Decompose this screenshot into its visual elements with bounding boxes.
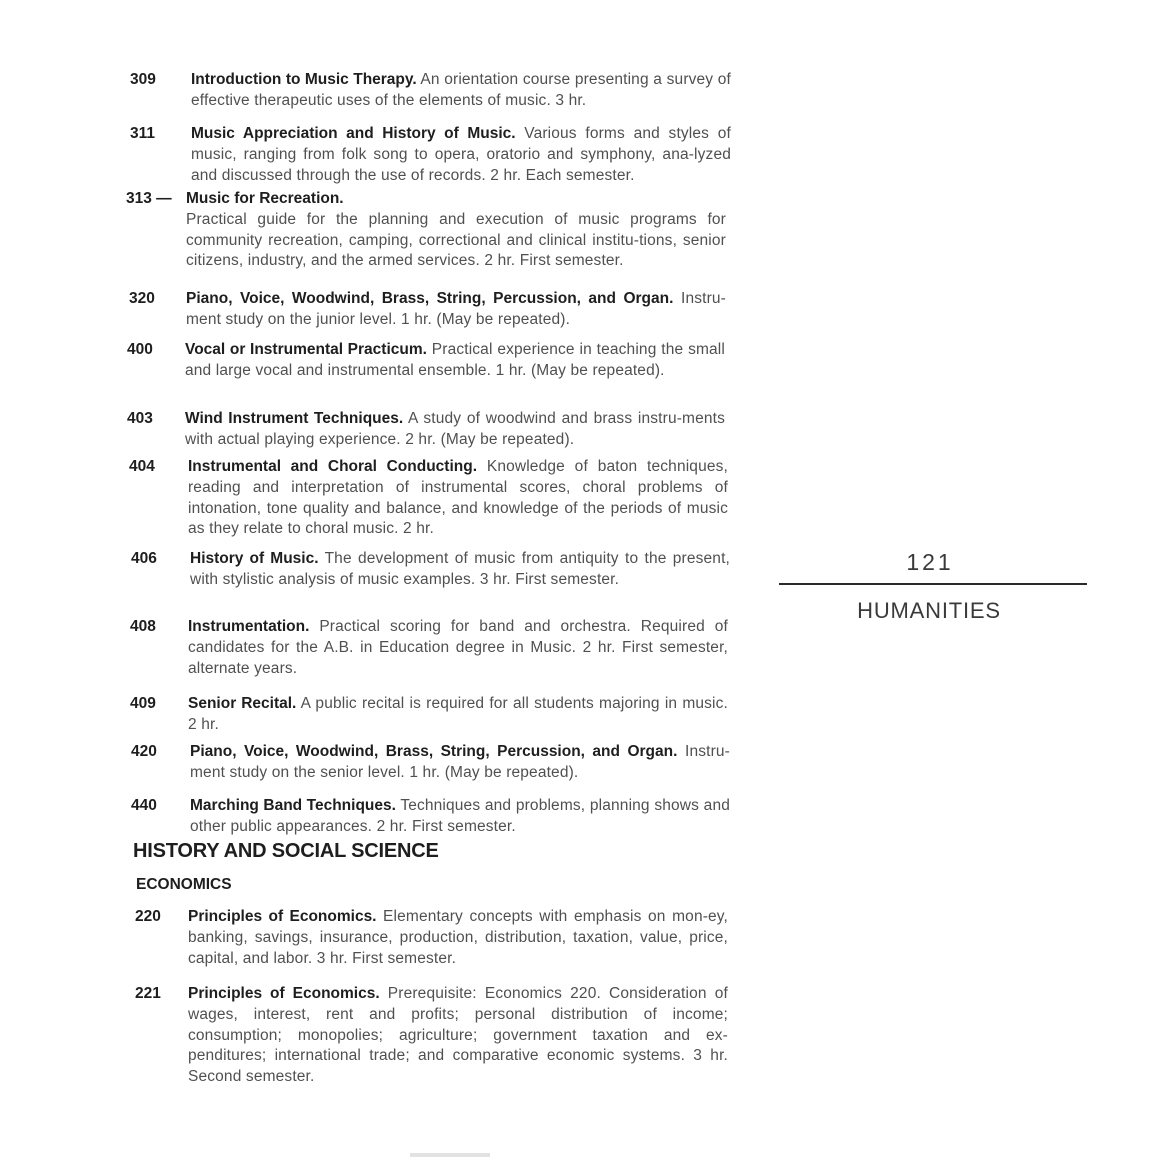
course-text — [188, 984, 728, 1088]
course-description: A study of woodwind and brass instru-ments with actual playing experience. 2 hr. (May be repeated). — [185, 410, 725, 448]
course-text — [188, 694, 728, 736]
page-number: 121 — [906, 549, 954, 575]
course-description: Prerequisite: Economics 220. Consideration of wages, interest, rent and profits; personal distribution of income; consumption; monopolies; agriculture; government taxation and ex-penditures; international trade; and comparative economic systems. 3 hr. Second semester. — [188, 985, 728, 1086]
course-title: Marching Band Techniques. — [190, 797, 396, 814]
subsection-heading: ECONOMICS — [136, 876, 232, 893]
course-title: Wind Instrument Techniques. — [185, 410, 404, 427]
course-text — [186, 289, 726, 331]
course-number: 406 — [131, 550, 157, 567]
course-description: Practical guide for the planning and execution of music programs for community recreation, camping, correctional and clinical institu-tions, senior citizens, industry, and the armed services. 2 hr. First semester. — [186, 210, 726, 270]
course-text — [185, 340, 725, 382]
course-number: 311 — [130, 125, 156, 142]
course-number: 320 — [129, 290, 155, 307]
running-head: HUMANITIES — [857, 598, 1001, 623]
course-title: History of Music. — [190, 550, 319, 567]
divider-rule — [779, 583, 1087, 585]
course-number: 440 — [131, 797, 157, 814]
course-number: 408 — [130, 618, 156, 635]
course-description: An orientation course presenting a survey of effective therapeutic uses of the elements of music. 3 hr. — [191, 71, 731, 109]
course-description: Practical experience in teaching the small and large vocal and instrumental ensemble. 1 hr. (May be repeated). — [185, 341, 725, 379]
course-title: Principles of Economics. — [188, 985, 380, 1002]
course-description: Elementary concepts with emphasis on mon-ey, banking, savings, insurance, production, distribution, taxation, value, price, capital, and labor. 3 hr. First semester. — [188, 908, 729, 967]
course-number: 309 — [130, 71, 156, 88]
course-number: 404 — [129, 458, 155, 475]
course-description: Knowledge of baton techniques, reading and interpretation of instrumental scores, choral problems of intonation, tone quality and balance, and knowledge of the periods of music as they relate to choral music. 2 hr. — [188, 458, 728, 538]
course-number: 221 — [135, 985, 161, 1002]
course-text — [190, 742, 730, 784]
course-text — [191, 70, 731, 112]
course-title: Instrumentation. — [188, 618, 310, 635]
course-description: Instru-ment study on the senior level. 1 hr. (May be repeated). — [190, 743, 730, 781]
section-heading: HISTORY AND SOCIAL SCIENCE — [133, 840, 439, 862]
scan-artifact — [410, 1153, 490, 1157]
course-title: Music Appreciation and History of Music. — [191, 125, 516, 142]
course-text — [188, 907, 728, 969]
course-title: Instrumental and Choral Conducting. — [188, 458, 478, 475]
course-text — [190, 796, 730, 838]
course-title: Vocal or Instrumental Practicum. — [185, 341, 427, 358]
course-text — [185, 409, 725, 451]
course-number: 409 — [130, 695, 156, 712]
course-title: Music for Recreation. — [186, 190, 344, 207]
course-title: Piano, Voice, Woodwind, Brass, String, Percussion, and Organ. — [186, 290, 674, 307]
course-number: 400 — [127, 341, 153, 358]
course-text — [188, 617, 728, 679]
course-description: The development of music from antiquity to the present, with stylistic analysis of music examples. 3 hr. First semester. — [190, 550, 730, 588]
course-description: Various forms and styles of music, ranging from folk song to opera, oratorio and symphony, ana-lyzed and discussed through the use of records. 2 hr. Each semester. — [191, 125, 731, 184]
course-text — [188, 457, 728, 540]
course-number: 220 — [135, 908, 161, 925]
course-title: Piano, Voice, Woodwind, Brass, String, Percussion, and Organ. — [190, 743, 678, 760]
course-title: Introduction to Music Therapy. — [191, 71, 417, 88]
course-title: Principles of Economics. — [188, 908, 377, 925]
course-text — [186, 189, 726, 272]
course-description: Instru-ment study on the junior level. 1 hr. (May be repeated). — [186, 290, 726, 328]
course-title: Senior Recital. — [188, 695, 297, 712]
course-number: 420 — [131, 743, 157, 760]
course-description: A public recital is required for all students majoring in music. 2 hr. — [188, 695, 728, 733]
course-description: Practical scoring for band and orchestra. Required of candidates for the A.B. in Education degree in Music. 2 hr. First semester, alternate years. — [188, 618, 728, 677]
course-text — [190, 549, 730, 591]
course-number: 313 — — [126, 190, 172, 207]
course-text — [191, 124, 731, 186]
course-number: 403 — [127, 410, 153, 427]
course-description: Techniques and problems, planning shows and other public appearances. 2 hr. First semester. — [190, 797, 730, 835]
